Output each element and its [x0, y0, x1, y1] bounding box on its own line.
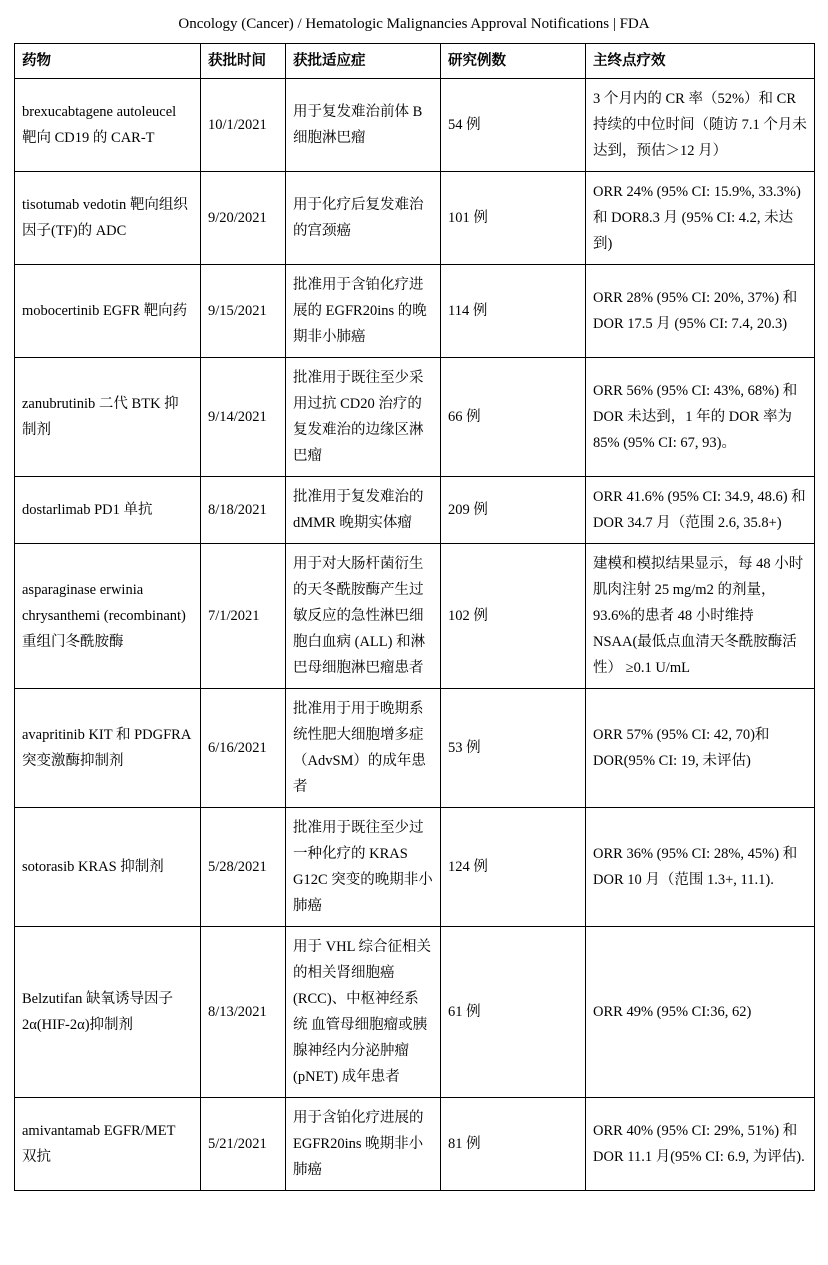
- cell-efficacy: ORR 56% (95% CI: 43%, 68%) 和 DOR 未达到，1 年的 DOR 率为 85% (95% CI: 67, 93)。: [586, 358, 815, 477]
- cell-n: 209 例: [441, 477, 586, 544]
- column-header-efficacy: 主终点疗效: [586, 44, 815, 79]
- column-header-date: 获批时间: [201, 44, 286, 79]
- table-row: [15, 544, 815, 689]
- table-row: [15, 79, 815, 172]
- cell-efficacy: 建模和模拟结果显示，每 48 小时肌肉注射 25 mg/m2 的剂量，93.6%的患者 48 小时维持 NSAA(最低点血清天冬酰胺酶活性） ≥0.1 U/mL: [586, 544, 815, 689]
- cell-efficacy: ORR 28% (95% CI: 20%, 37%) 和 DOR 17.5 月 (95% CI: 7.4, 20.3): [586, 265, 815, 358]
- cell-date: 9/15/2021: [201, 265, 286, 358]
- table-row: [15, 808, 815, 927]
- cell-drug: sotorasib KRAS 抑制剂: [15, 808, 201, 927]
- table-row: [15, 927, 815, 1098]
- cell-indication: 批准用于含铂化疗进展的 EGFR20ins 的晚期非小肺癌: [286, 265, 441, 358]
- cell-date: 5/21/2021: [201, 1098, 286, 1191]
- cell-date: 9/14/2021: [201, 358, 286, 477]
- cell-n: 54 例: [441, 79, 586, 172]
- cell-efficacy: ORR 41.6% (95% CI: 34.9, 48.6) 和 DOR 34.7 月（范围 2.6, 35.8+): [586, 477, 815, 544]
- cell-indication: 用于含铂化疗进展的 EGFR20ins 晚期非小肺癌: [286, 1098, 441, 1191]
- cell-n: 124 例: [441, 808, 586, 927]
- cell-drug: brexucabtagene autoleucel 靶向 CD19 的 CAR-T: [15, 79, 201, 172]
- column-header-drug: 药物: [15, 44, 201, 79]
- cell-date: 9/20/2021: [201, 172, 286, 265]
- cell-date: 7/1/2021: [201, 544, 286, 689]
- cell-date: 6/16/2021: [201, 689, 286, 808]
- table-header-row: [15, 44, 815, 79]
- cell-n: 81 例: [441, 1098, 586, 1191]
- cell-date: 10/1/2021: [201, 79, 286, 172]
- cell-efficacy: ORR 40% (95% CI: 29%, 51%) 和 DOR 11.1 月(95% CI: 6.9, 为评估).: [586, 1098, 815, 1191]
- cell-n: 66 例: [441, 358, 586, 477]
- cell-indication: 用于化疗后复发难治的宫颈癌: [286, 172, 441, 265]
- cell-indication: 批准用于既往至少采用过抗 CD20 治疗的复发难治的边缘区淋巴瘤: [286, 358, 441, 477]
- table-row: [15, 689, 815, 808]
- cell-drug: zanubrutinib 二代 BTK 抑制剂: [15, 358, 201, 477]
- cell-drug: amivantamab EGFR/MET 双抗: [15, 1098, 201, 1191]
- cell-n: 61 例: [441, 927, 586, 1098]
- column-header-indication: 获批适应症: [286, 44, 441, 79]
- cell-indication: 用于对大肠杆菌衍生的天冬酰胺酶产生过敏反应的急性淋巴细胞白血病 (ALL) 和淋巴母细胞淋巴瘤患者: [286, 544, 441, 689]
- cell-drug: asparaginase erwinia chrysanthemi (recombinant) 重组门冬酰胺酶: [15, 544, 201, 689]
- column-header-n: 研究例数: [441, 44, 586, 79]
- cell-efficacy: ORR 49% (95% CI:36, 62): [586, 927, 815, 1098]
- cell-n: 114 例: [441, 265, 586, 358]
- cell-indication: 批准用于用于晚期系统性肥大细胞增多症（AdvSM）的成年患者: [286, 689, 441, 808]
- cell-drug: tisotumab vedotin 靶向组织因子(TF)的 ADC: [15, 172, 201, 265]
- table-row: [15, 172, 815, 265]
- cell-drug: Belzutifan 缺氧诱导因子 2α(HIF-2α)抑制剂: [15, 927, 201, 1098]
- cell-indication: 用于复发难治前体 B 细胞淋巴瘤: [286, 79, 441, 172]
- table-row: [15, 1098, 815, 1191]
- cell-indication: 批准用于复发难治的 dMMR 晚期实体瘤: [286, 477, 441, 544]
- page-title: Oncology (Cancer) / Hematologic Malignancies Approval Notifications | FDA: [178, 16, 650, 32]
- cell-date: 5/28/2021: [201, 808, 286, 927]
- table-body: [15, 79, 815, 1191]
- cell-drug: avapritinib KIT 和 PDGFRA 突变激酶抑制剂: [15, 689, 201, 808]
- cell-efficacy: ORR 36% (95% CI: 28%, 45%) 和 DOR 10 月（范围 1.3+, 11.1).: [586, 808, 815, 927]
- cell-efficacy: ORR 24% (95% CI: 15.9%, 33.3%) 和 DOR8.3 月 (95% CI: 4.2, 未达到): [586, 172, 815, 265]
- cell-n: 102 例: [441, 544, 586, 689]
- cell-date: 8/13/2021: [201, 927, 286, 1098]
- cell-n: 101 例: [441, 172, 586, 265]
- cell-indication: 批准用于既往至少过一种化疗的 KRAS G12C 突变的晚期非小肺癌: [286, 808, 441, 927]
- cell-efficacy: ORR 57% (95% CI: 42, 70)和 DOR(95% CI: 19, 未评估): [586, 689, 815, 808]
- cell-drug: mobocertinib EGFR 靶向药: [15, 265, 201, 358]
- cell-efficacy: 3 个月内的 CR 率（52%）和 CR 持续的中位时间（随访 7.1 个月未达到，预估＞12 月）: [586, 79, 815, 172]
- cell-indication: 用于 VHL 综合征相关的相关肾细胞癌(RCC)、中枢神经系统 血管母细胞瘤或胰腺神经内分泌肿瘤 (pNET) 成年患者: [286, 927, 441, 1098]
- cell-date: 8/18/2021: [201, 477, 286, 544]
- cell-drug: dostarlimab PD1 单抗: [15, 477, 201, 544]
- table-row: [15, 358, 815, 477]
- table-header: [15, 44, 815, 79]
- fda-approvals-table: [14, 43, 815, 1191]
- table-row: [15, 265, 815, 358]
- cell-n: 53 例: [441, 689, 586, 808]
- table-row: [15, 477, 815, 544]
